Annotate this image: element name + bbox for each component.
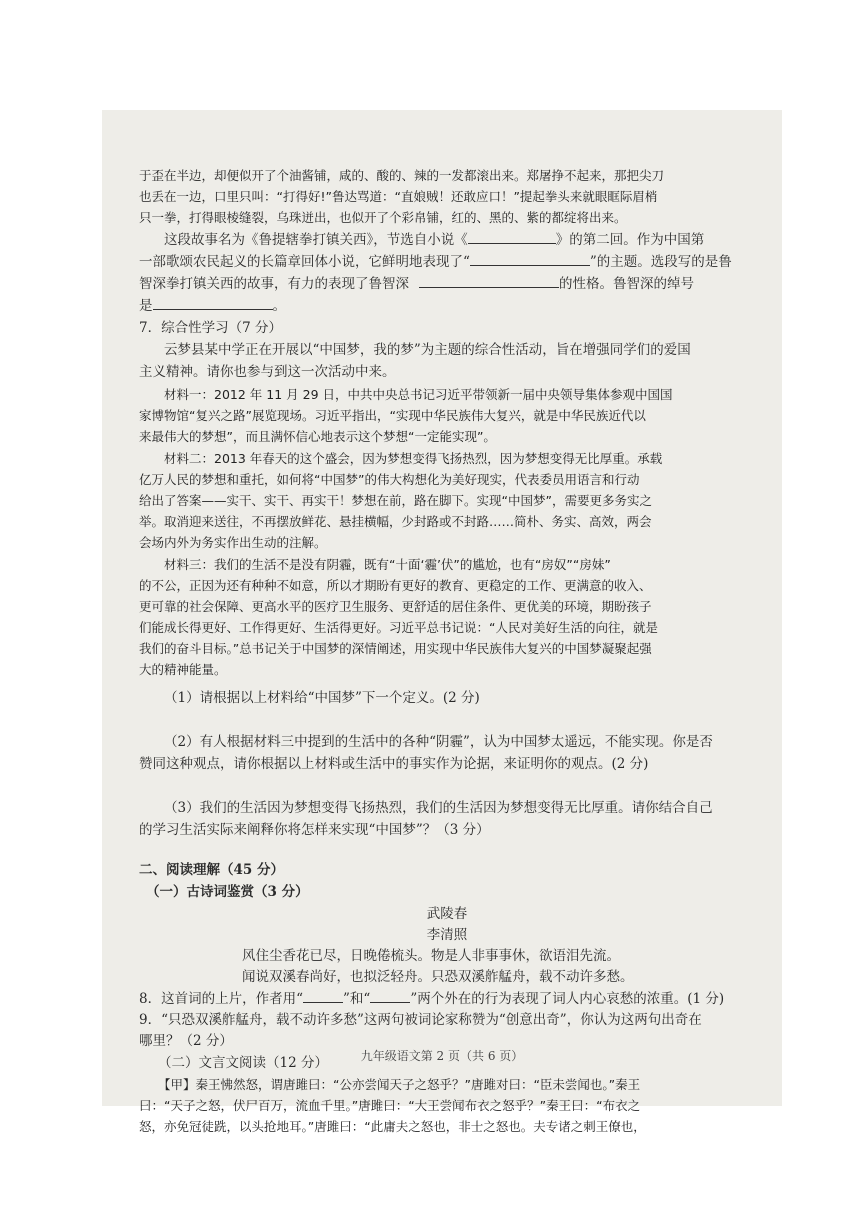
subquestion-2: 赞同这种观点，请你根据以上材料或生活中的事实作为论据，来证明你的观点。(2 分) bbox=[139, 756, 649, 772]
passage-line-3: 只一拳，打得眼棱缝裂，乌珠迸出，也似开了个彩帛铺，红的、黑的、紫的都绽将出来。 bbox=[139, 210, 627, 225]
material-2: 材料二：2013 年春天的这个盛会，因为梦想变得飞扬热烈，因为梦想变得无比厚重。承载 bbox=[164, 451, 663, 466]
material-2: 会场内外为务实作出生动的注解。 bbox=[139, 535, 327, 550]
passage-line-2: 也丢在一边，口里只叫：“打得好!”鲁达骂道：“直娘贼！还敢应口！”提起拳头来就眼眶际眉梢 bbox=[139, 189, 658, 204]
material-3: 的不公，正因为还有种种不如意，所以才期盼有更好的教育、更稳定的工作、更满意的收入、 bbox=[139, 578, 652, 593]
question-7-title: 7．综合性学习（7 分） bbox=[139, 320, 282, 336]
material-3: 材料三：我们的生活不是没有阴霾，既有“十面‘霾’伏”的尴尬，也有“房奴”“房妹” bbox=[164, 557, 611, 572]
material-3: 们能成长得更好、工作得更好、生活得更好。习近平总书记说：“人民对美好生活的向往，就是 bbox=[139, 620, 658, 635]
answer-blank[interactable] bbox=[419, 275, 559, 288]
question-8: 8．这首词的上片，作者用“ ”和“ ”两个外在的行为表现了词人内心哀愁的浓重。(1 分) bbox=[139, 991, 725, 1007]
question-6-line-2: 一部歌颂农民起义的长篇章回体小说，它鲜明地表现了“ ”的主题。选段写的是鲁 bbox=[139, 254, 732, 270]
poem-line: 闻说双溪春尚好，也拟泛轻舟。只恐双溪舴艋舟，载不动许多愁。 bbox=[242, 969, 634, 985]
classical-text: 怒，亦免冠徒跣，以头抢地耳。”唐雎曰：“此庸夫之怒也，非士之怒也。夫专诸之刺王僚也， bbox=[139, 1119, 646, 1134]
subquestion-3: 的学习生活实际来阐释你将怎样来实现“中国梦”？（3 分） bbox=[139, 822, 490, 838]
passage-line-1: 于歪在半边，却便似开了个油酱铺，咸的、酸的、辣的一发都滚出来。郑屠挣不起来，那把尖刀 bbox=[139, 168, 665, 183]
subquestion-2: （2）有人根据材料三中提到的生活中的各种“阴霾”，认为中国梦太遥远，不能实现。你是否 bbox=[164, 734, 713, 750]
answer-blank[interactable] bbox=[153, 297, 273, 310]
question-6-line-3: 智深拳打镇关西的故事，有力的表现了鲁智深 的性格。鲁智深的绰号 bbox=[139, 276, 694, 292]
poem-line: 风住尘香花已尽，日晚倦梳头。物是人非事事休，欲语泪先流。 bbox=[242, 948, 620, 964]
material-2: 举。取消迎来送往，不再摆放鲜花、悬挂横幅，少封路或不封路……简朴、务实、高效，两会 bbox=[139, 514, 652, 529]
question-9: 哪里？（2 分） bbox=[139, 1033, 233, 1049]
material-1: 材料一：2012 年 11 月 29 日，中共中央总书记习近平带领新一届中央领导集体参观中国国 bbox=[164, 387, 673, 402]
subquestion-1: （1）请根据以上材料给“中国梦”下一个定义。(2 分) bbox=[164, 690, 480, 706]
material-1: 来最伟大的梦想”，而且满怀信心地表示这个梦想“一定能实现”。 bbox=[139, 429, 496, 444]
material-1: 家博物馆“复兴之路”展览现场。习近平指出，“实现中华民族伟大复兴，就是中华民族近代以 bbox=[139, 408, 646, 423]
answer-blank[interactable] bbox=[468, 231, 556, 244]
material-2: 给出了答案——实干、实干、再实干！梦想在前，路在脚下。实现“中国梦”，需要更多务实之 bbox=[139, 493, 652, 508]
material-3: 更可靠的社会保障、更高水平的医疗卫生服务、更舒适的居住条件、更优美的环境，期盼孩子 bbox=[139, 599, 652, 614]
subquestion-3: （3）我们的生活因为梦想变得飞扬热烈，我们的生活因为梦想变得无比厚重。请你结合自己 bbox=[164, 800, 713, 816]
poem-title: 武陵春 bbox=[426, 906, 468, 922]
question-6-line-4: 是 。 bbox=[139, 298, 286, 314]
material-3: 我们的奋斗目标。”总书记关于中国梦的深情阐述，用实现中华民族伟大复兴的中国梦凝聚起强 bbox=[139, 641, 652, 656]
page-footer: 九年级语文第 2 页（共 6 页） bbox=[360, 1049, 524, 1063]
classical-text: 曰：“天子之怒，伏尸百万，流血千里。”唐雎曰：“大王尝闻布衣之怒乎？”秦王曰：“布衣之 bbox=[139, 1098, 641, 1113]
classical-heading: （二）文言文阅读（12 分） bbox=[158, 1055, 328, 1071]
classical-text: 【甲】秦王怫然怒，谓唐雎曰：“公亦尝闻天子之怒乎？”唐雎对曰：“臣未尝闻也。”秦王 bbox=[158, 1077, 641, 1092]
material-2: 亿万人民的梦想和重托，如何将“中国梦”的伟大构想化为美好现实，代表委员用语言和行动 bbox=[139, 472, 640, 487]
question-9: 9．“只恐双溪舴艋舟，载不动许多愁”这两句被词论家称赞为“创意出奇”，你认为这两句出奇在 bbox=[139, 1012, 702, 1028]
answer-blank[interactable] bbox=[470, 253, 590, 266]
material-3: 大的精神能量。 bbox=[139, 662, 227, 677]
section-heading: 二、阅读理解（45 分） bbox=[139, 862, 284, 878]
exam-page bbox=[102, 110, 782, 1134]
question-7-intro: 云梦县某中学正在开展以“中国梦，我的梦”为主题的综合性活动，旨在增强同学们的爱国 bbox=[164, 342, 691, 358]
question-6-line-1: 这段故事名为《鲁提辖拳打镇关西》，节选自小说《 》的第二回。作为中国第 bbox=[164, 232, 705, 248]
poem-heading: （一）古诗词鉴赏（3 分） bbox=[146, 884, 309, 900]
poem-author: 李清照 bbox=[426, 927, 468, 943]
answer-blank[interactable] bbox=[303, 990, 343, 1003]
question-7-intro: 主义精神。请你也参与到这一次活动中来。 bbox=[139, 364, 396, 380]
answer-blank[interactable] bbox=[370, 990, 410, 1003]
